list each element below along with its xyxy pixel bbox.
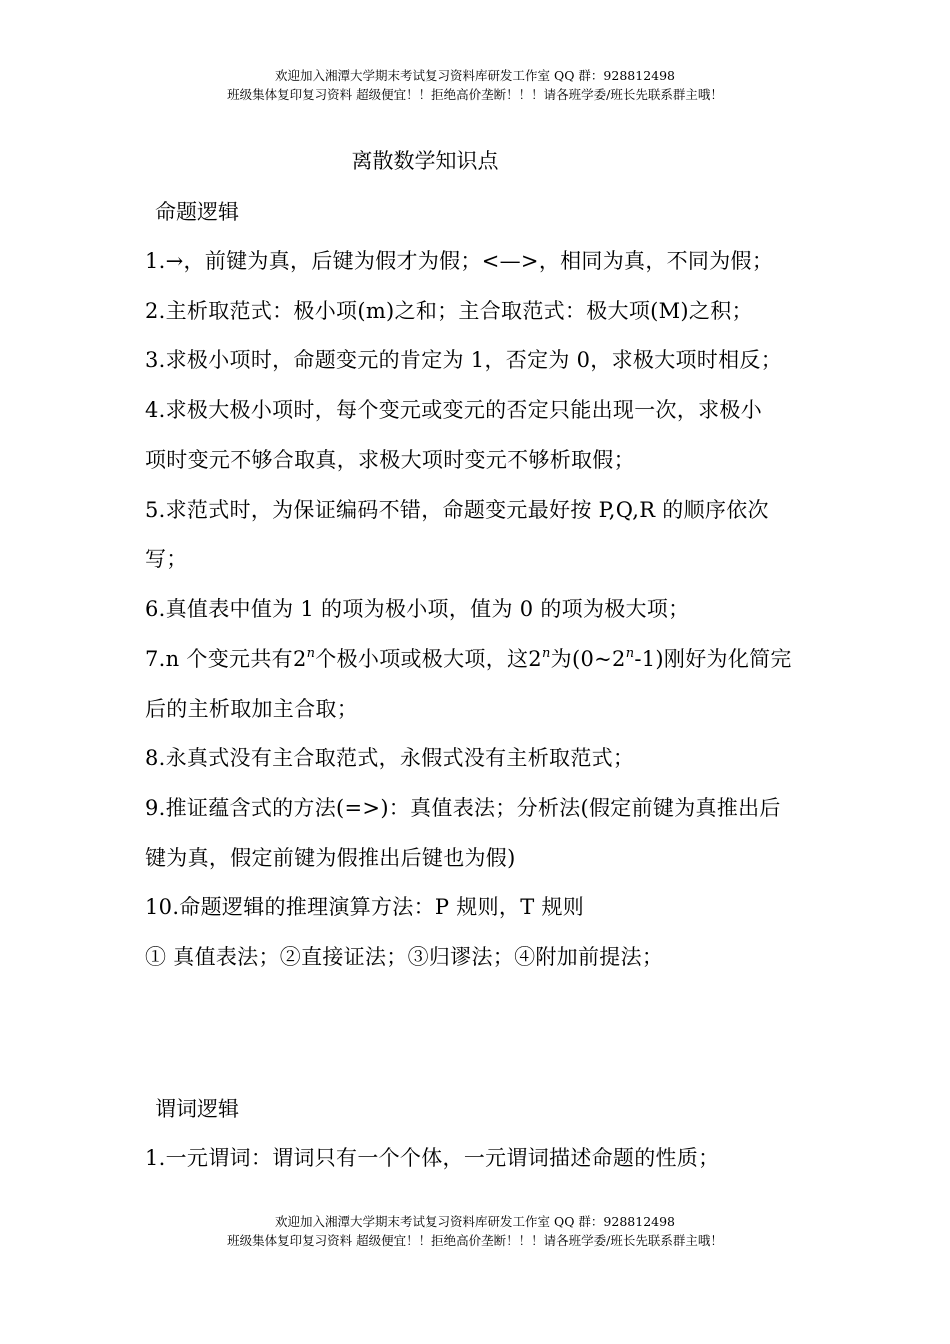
text-line: 4.求极大极小项时，每个变元或变元的否定只能出现一次，求极小 — [145, 398, 763, 422]
text-line: 写； — [145, 547, 188, 571]
formula-base: 2 — [292, 647, 307, 671]
text-line: 键为真，假定前键为假推出后键也为假) — [145, 846, 516, 870]
text-line: 项时变元不够合取真，求极大项时变元不够析取假； — [145, 448, 635, 472]
formula-base: 2 — [612, 647, 626, 671]
document-title: 离散数学知识点 — [351, 149, 499, 173]
text-line: 5.求范式时，为保证编码不错，命题变元最好按 P,Q,R 的顺序依次 — [145, 498, 769, 522]
text-segment: 7.n 个变元共有 — [145, 647, 293, 671]
text-segment: 为(0~ — [550, 647, 613, 671]
formula-base: 2 — [528, 647, 542, 671]
text-line: 3.求极小项时，命题变元的肯定为 1，否定为 0，求极大项时相反； — [145, 348, 783, 372]
text-line: 1.→，前键为真，后键为假才为假；<—>，相同为真，不同为假； — [145, 249, 774, 273]
page-header — [0, 66, 950, 104]
text-line: 2.主析取范式：极小项(m)之和；主合取范式：极大项(M)之积； — [145, 299, 753, 323]
text-line: 后的主析取加主合取； — [145, 697, 358, 721]
header-line-2: 班级集体复印复习资料 超级便宜！！拒绝高价垄断！！！请各班学委/班长先联系群主哦！ — [227, 87, 723, 102]
footer-line-1: 欢迎加入湘潭大学期末考试复习资料库研发工作室 QQ 群：928812498 — [274, 1214, 676, 1229]
section-heading-propositional-logic: 命题逻辑 — [155, 200, 239, 224]
text-line-with-formula — [145, 643, 792, 673]
formula-exponent: n — [625, 646, 635, 661]
text-line: 8.永真式没有主合取范式，永假式没有主析取范式； — [145, 746, 635, 770]
section-heading-predicate-logic: 谓词逻辑 — [155, 1097, 239, 1121]
text-line: ① 真值表法；②直接证法；③归谬法；④附加前提法； — [145, 945, 664, 969]
text-line: 10.命题逻辑的推理演算方法：P 规则，T 规则 — [145, 895, 585, 919]
formula-exponent: n — [541, 646, 551, 661]
formula-exponent: n — [306, 646, 316, 661]
text-segment: -1)刚好为化简完 — [634, 647, 792, 671]
text-line: 1.一元谓词：谓词只有一个个体，一元谓词描述命题的性质； — [145, 1146, 720, 1170]
page-footer — [0, 1212, 950, 1250]
footer-line-2: 班级集体复印复习资料 超级便宜！！拒绝高价垄断！！！请各班学委/班长先联系群主哦！ — [227, 1233, 723, 1248]
text-line: 9.推证蕴含式的方法(=>)：真值表法；分析法(假定前键为真推出后 — [145, 796, 781, 820]
text-segment: 个极小项或极大项，这 — [315, 647, 529, 671]
header-line-1: 欢迎加入湘潭大学期末考试复习资料库研发工作室 QQ 群：928812498 — [274, 68, 676, 83]
text-line: 6.真值表中值为 1 的项为极小项，值为 0 的项为极大项； — [145, 597, 690, 621]
